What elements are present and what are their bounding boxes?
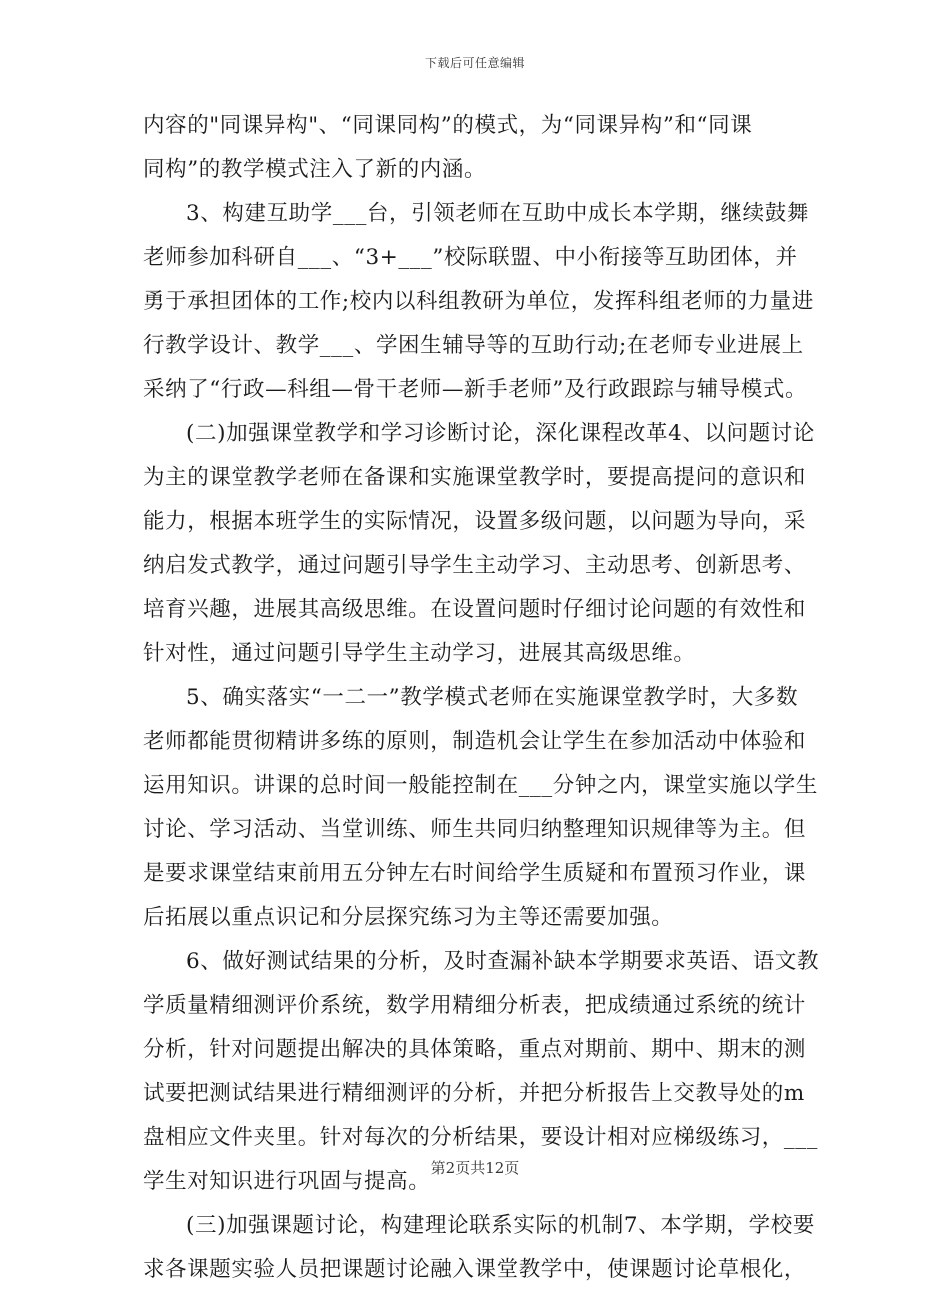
text-line: 学质量精细测评价系统，数学用精细分析表，把成绩通过系统的统计 bbox=[143, 993, 807, 1018]
text-line: 老师都能贯彻精讲多练的原则，制造机会让学生在参加活动中体验和 bbox=[143, 729, 807, 754]
page-number: 第2页共12页 bbox=[430, 1159, 520, 1177]
text-line: 3、构建互助学___台，引领老师在互助中成长本学期，继续鼓舞 bbox=[186, 201, 809, 226]
page-header-note: 下载后可任意编辑 bbox=[424, 56, 525, 70]
text-line: (二)加强课堂教学和学习诊断讨论，深化课程改革4、以问题讨论 bbox=[186, 421, 815, 446]
text-line: 分析，针对问题提出解决的具体策略，重点对期前、期中、期末的测 bbox=[143, 1037, 807, 1062]
text-line: 针对性，通过问题引导学生主动学习，进展其高级思维。 bbox=[143, 641, 696, 666]
text-line: 行教学设计、教学___、学困生辅导等的互助行动;在老师专业进展上 bbox=[143, 333, 804, 358]
text-line: 学生对知识进行巩固与提高。 bbox=[143, 1169, 431, 1194]
text-line: 培育兴趣，进展其高级思维。在设置问题时仔细讨论问题的有效性和 bbox=[143, 597, 807, 622]
text-line: 勇于承担团体的工作;校内以科组教研为单位，发挥科组老师的力量进 bbox=[143, 289, 814, 314]
text-line: 为主的课堂教学老师在备课和实施课堂教学时，要提高提问的意识和 bbox=[143, 465, 807, 490]
document-body bbox=[143, 104, 820, 1292]
text-line: 纳启发式教学，通过问题引导学生主动学习、主动思考、创新思考、 bbox=[143, 553, 807, 578]
text-line: 内容的"同课异构"、“同课同构”的模式，为“同课异构”和“同课 bbox=[143, 113, 753, 138]
text-line: 采纳了“行政—科组—骨干老师—新手老师”及行政跟踪与辅导模式。 bbox=[143, 377, 808, 402]
text-line: 讨论、学习活动、当堂训练、师生共同归纳整理知识规律等为主。但 bbox=[143, 817, 807, 842]
text-line: 盘相应文件夹里。针对每次的分析结果，要设计相对应梯级练习，___ bbox=[143, 1125, 818, 1150]
text-line: 是要求课堂结束前用五分钟左右时间给学生质疑和布置预习作业，课 bbox=[143, 861, 807, 886]
text-line: 试要把测试结果进行精细测评的分析，并把分析报告上交教导处的m bbox=[143, 1081, 805, 1106]
text-line: 同构”的教学模式注入了新的内涵。 bbox=[143, 157, 487, 182]
text-line: 求各课题实验人员把课题讨论融入课堂教学中，使课题讨论草根化， bbox=[143, 1257, 807, 1282]
text-line: 后拓展以重点识记和分层探究练习为主等还需要加强。 bbox=[143, 905, 674, 930]
text-line: 能力，根据本班学生的实际情况，设置多级问题，以问题为导向，采 bbox=[143, 509, 807, 534]
text-line: 运用知识。讲课的总时间一般能控制在___分钟之内，课堂实施以学生 bbox=[143, 773, 818, 798]
text-line: 6、做好测试结果的分析，及时查漏补缺本学期要求英语、语文教 bbox=[186, 949, 820, 974]
text-line: (三)加强课题讨论，构建理论联系实际的机制7、本学期，学校要 bbox=[186, 1213, 815, 1238]
text-line: 5、确实落实“一二一”教学模式老师在实施课堂教学时，大多数 bbox=[186, 685, 799, 710]
text-line: 老师参加科研自___、“3+___”校际联盟、中小衔接等互助团体，并 bbox=[143, 245, 798, 270]
